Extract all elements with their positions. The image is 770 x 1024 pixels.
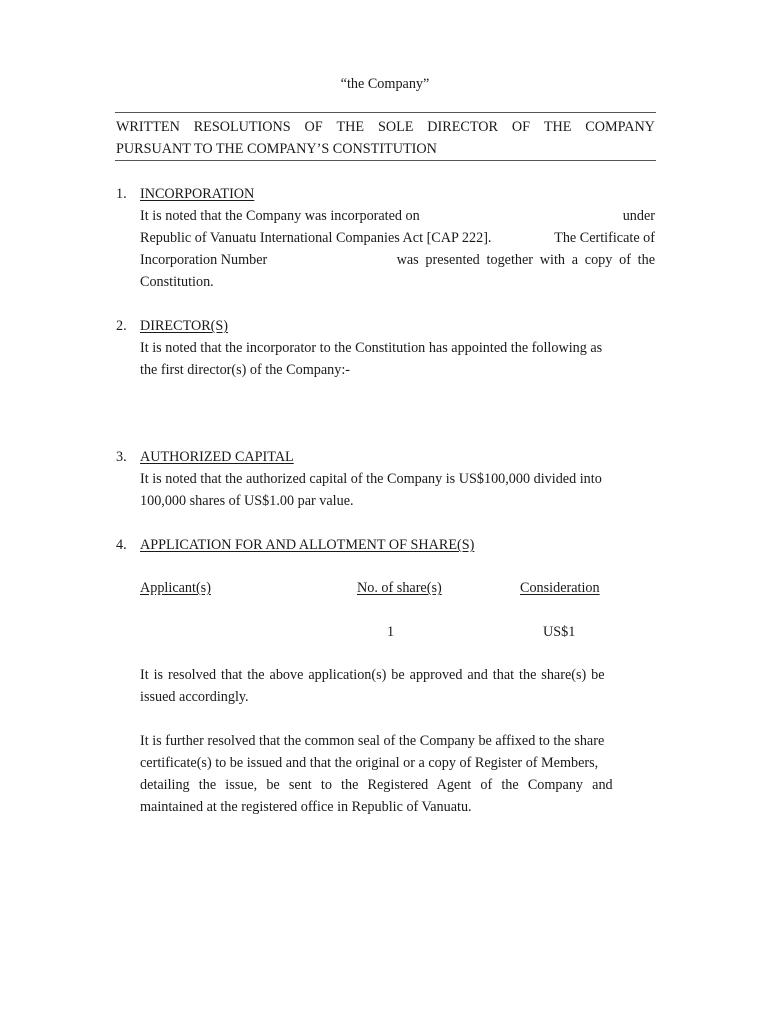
section-title: INCORPORATION bbox=[140, 186, 255, 202]
heading-word: THE bbox=[336, 119, 365, 135]
heading-word: SOLE bbox=[377, 119, 414, 135]
heading-word: THE bbox=[543, 119, 572, 135]
section-body bbox=[140, 205, 655, 293]
body-text: Incorporation Number bbox=[140, 252, 268, 268]
section-body bbox=[140, 337, 655, 381]
heading-word: COMPANY bbox=[585, 119, 655, 135]
section-number: 2. bbox=[116, 318, 127, 334]
heading-line-1 bbox=[116, 116, 655, 138]
body-line: Constitution. bbox=[140, 274, 214, 290]
body-line bbox=[140, 249, 655, 271]
heading-line-2: PURSUANT TO THE COMPANY’S CONSTITUTION bbox=[116, 141, 437, 157]
table-header-shares: No. of share(s) bbox=[357, 580, 442, 596]
heading-word: OF bbox=[304, 119, 323, 135]
heading-word: OF bbox=[511, 119, 530, 135]
company-title: “the Company” bbox=[340, 76, 430, 92]
body-line: certificate(s) to be issued and that the original or a copy of Register of Members, bbox=[140, 755, 599, 771]
section-number: 4. bbox=[116, 537, 127, 553]
body-text: It is noted that the Company was incorporated on bbox=[140, 208, 420, 224]
body-line: It is further resolved that the common seal of the Company be affixed to the share bbox=[140, 733, 605, 749]
body-line: maintained at the registered office in Republic of Vanuatu. bbox=[140, 799, 472, 815]
heading-top-rule bbox=[115, 112, 656, 113]
resolution-heading bbox=[116, 116, 655, 160]
heading-word: RESOLUTIONS bbox=[193, 119, 291, 135]
body-text: The Certificate of bbox=[554, 230, 655, 246]
table-header-consideration: Consideration bbox=[520, 580, 600, 596]
body-line: detailing the issue, be sent to the Registered Agent of the Company and bbox=[140, 777, 613, 793]
body-line: the first director(s) of the Company:- bbox=[140, 362, 350, 378]
body-line bbox=[140, 205, 655, 227]
heading-bottom-rule bbox=[115, 160, 656, 161]
resolution-paragraph-approval bbox=[140, 664, 655, 708]
body-line: It is resolved that the above application(s) be approved and that the share(s) be bbox=[140, 667, 605, 683]
heading-word: WRITTEN bbox=[116, 119, 180, 135]
section-title: DIRECTOR(S) bbox=[140, 318, 229, 334]
section-body bbox=[140, 468, 655, 512]
body-text: Republic of Vanuatu International Companies Act [CAP 222]. bbox=[140, 230, 492, 246]
heading-word: DIRECTOR bbox=[427, 119, 498, 135]
section-number: 3. bbox=[116, 449, 127, 465]
table-cell-shares: 1 bbox=[387, 624, 395, 640]
section-title: APPLICATION FOR AND ALLOTMENT OF SHARE(S) bbox=[140, 537, 475, 553]
body-line bbox=[140, 227, 655, 249]
resolution-paragraph-seal bbox=[140, 730, 655, 818]
body-line: issued accordingly. bbox=[140, 689, 249, 705]
body-text: was presented together with a copy of the bbox=[396, 252, 655, 268]
body-text: under bbox=[622, 208, 655, 224]
table-cell-consideration: US$1 bbox=[543, 624, 576, 640]
body-line: 100,000 shares of US$1.00 par value. bbox=[140, 493, 354, 509]
section-number: 1. bbox=[116, 186, 127, 202]
table-header-applicants: Applicant(s) bbox=[140, 580, 211, 596]
section-title: AUTHORIZED CAPITAL bbox=[140, 449, 294, 465]
body-line: It is noted that the authorized capital of the Company is US$100,000 divided into bbox=[140, 471, 602, 487]
body-line: It is noted that the incorporator to the Constitution has appointed the following as bbox=[140, 340, 603, 356]
